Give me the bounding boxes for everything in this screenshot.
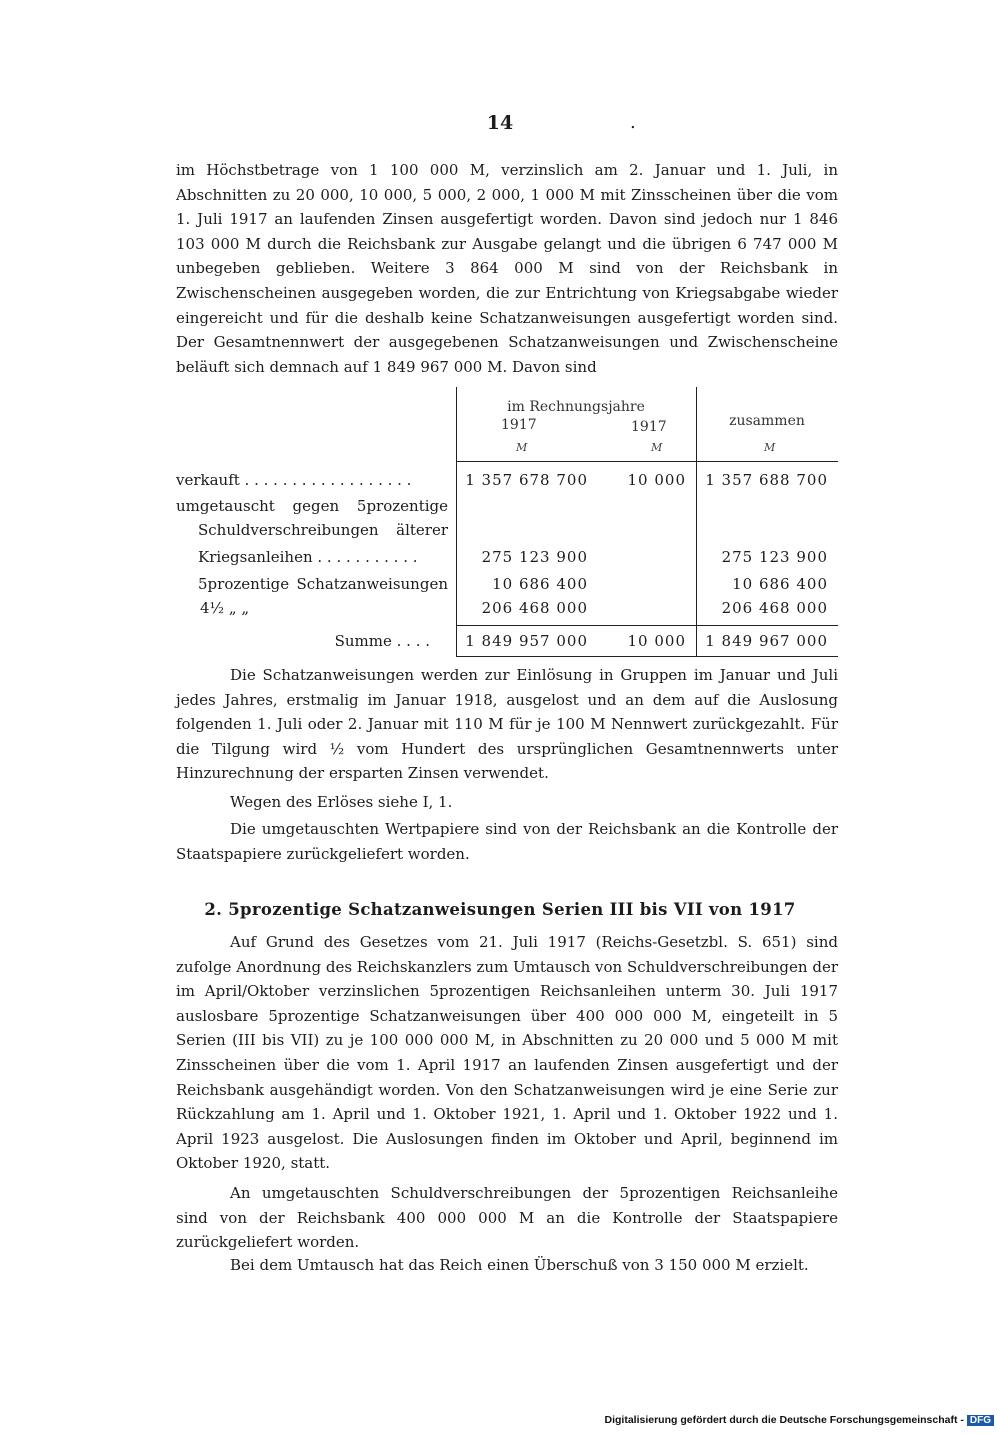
paragraph-intro: im Höchstbetrage von 1 100 000 M, verzinslich am 2. Januar und 1. Juli, in Abschnitten zu 20 000, 10 000, 5 000, 2 000, 1 000 M mit Zinsscheinen über die vom 1. Juli 1917 an laufenden Zinsen ausgefertigt worden. Davon sind jedoch nur 1 846 103 000 M durch die Reichsbank zur Ausgabe gelangt und die übrigen 6 747 000 M unbegeben geblieben. Weitere 3 864 000 M sind von der Reichsbank in Zwischenscheinen ausgegeben worden, die zur Entrichtung von Kriegsabgabe wieder eingereicht und für die deshalb keine Schatzanweisungen ausgefertigt worden sind. Der Gesamtnennwert der ausgegebenen Schatzanweisungen und Zwischenscheine beläuft sich demnach auf 1 849 967 000 M. Davon sind: [176, 161, 838, 376]
row-label-vierhalb: 4½ „ „: [200, 599, 250, 617]
cell-kriegsanleihen-total: 275 123 900: [721, 548, 828, 566]
cell-summe-1917b: 10 000: [627, 632, 686, 650]
table-rule: [456, 461, 838, 462]
credit-text: Digitalisierung gefördert durch die Deutsche Forschungsgemeinschaft -: [604, 1414, 964, 1426]
page-number: 14: [486, 112, 514, 134]
table-divider: [456, 387, 457, 657]
unit-col1: M: [516, 441, 528, 454]
cell-verkauft-total: 1 357 688 700: [705, 471, 828, 489]
header-group-label: im Rechnungsjahre: [507, 399, 645, 415]
unit-col2: M: [651, 441, 663, 454]
section-heading: 2. 5prozentige Schatzanweisungen Serien III bis VII von 1917: [204, 900, 796, 919]
digitization-credit: [605, 1414, 995, 1426]
page-mark: .: [630, 112, 636, 133]
row-label-umgetauscht-1: umgetauscht gegen 5prozentige: [176, 497, 448, 515]
dfg-logo: DFG: [967, 1415, 994, 1426]
cell-fuenf-1917a: 10 686 400: [492, 575, 588, 593]
cell-fuenf-total: 10 686 400: [732, 575, 828, 593]
paragraph-law: Auf Grund des Gesetzes vom 21. Juli 1917 (Reichs-Gesetzbl. S. 651) sind zufolge Anordnung des Reichskanzlers zum Umtausch von Schuldverschreibungen der im April/Oktober verzinslichen 5prozentigen Reichsanleihen unterm 30. Juli 1917 auslosbare 5prozentige Schatzanweisungen über 400 000 000 M, eingeteilt in 5 Serien (III bis VII) zu je 100 000 000 M, in Abschnitten zu 20 000 und 5 000 M mit Zinsscheinen über die vom 1. April 1917 an laufenden Zinsen ausgefertigt und der Reichsbank ausgehändigt worden. Von den Schatzanweisungen wird je eine Serie zur Rückzahlung am 1. April und 1. Oktober 1921, 1. April und 1. Oktober 1922 und 1. April 1923 ausgelost. Die Auslosungen finden im Oktober und April, beginnend im Oktober 1920, statt.: [176, 933, 838, 1173]
row-label-verkauft: verkauft . . . . . . . . . . . . . . . . . .: [176, 471, 412, 489]
row-label-summe: Summe . . . .: [334, 632, 430, 650]
cell-verkauft-1917b: 10 000: [627, 471, 686, 489]
unit-col3: M: [764, 441, 776, 454]
header-year-2: 1917: [631, 419, 667, 435]
row-label-kriegsanleihen: Kriegsanleihen . . . . . . . . . . .: [198, 548, 418, 566]
table-rule: [456, 656, 838, 657]
cell-vier-total: 206 468 000: [721, 599, 828, 617]
header-total: zusammen: [729, 413, 805, 429]
cell-verkauft-1917a: 1 357 678 700: [465, 471, 588, 489]
paragraph-exchanged: An umgetauschten Schuldverschreibungen der 5prozentigen Reichsanleihe sind von der Reichsbank 400 000 000 M an die Kontrolle der Staatspapiere zurückgeliefert worden.: [176, 1184, 838, 1252]
cell-kriegsanleihen-1917a: 275 123 900: [481, 548, 588, 566]
row-label-fuenfprozentige: 5prozentige Schatzanweisungen: [198, 575, 448, 593]
issuance-table: [176, 387, 838, 657]
cell-vier-1917a: 206 468 000: [481, 599, 588, 617]
cell-summe-total: 1 849 967 000: [705, 632, 828, 650]
header-year-1: 1917: [501, 417, 537, 433]
row-label-umgetauscht-2: Schuldverschreibungen älterer: [198, 521, 448, 539]
paragraph-redemption: Die Schatzanweisungen werden zur Einlösung in Gruppen im Januar und Juli jedes Jahres, erstmalig im Januar 1918, ausgelost und an dem auf die Auslosung folgenden 1. Juli oder 2. Januar mit 110 M für je 100 M Nennwert zurückgezahlt. Für die Tilgung wird ½ vom Hundert des ursprünglichen Gesamtnennwerts unter Hinzurechnung der ersparten Zinsen verwendet.: [176, 666, 838, 783]
paragraph-returned: Die umgetauschten Wertpapiere sind von der Reichsbank an die Kontrolle der Staatspapiere zurückgeliefert worden.: [176, 820, 838, 863]
table-rule: [456, 625, 838, 626]
paragraph-surplus: Bei dem Umtausch hat das Reich einen Überschuß von 3 150 000 M erzielt.: [230, 1256, 809, 1274]
paragraph-proceeds: Wegen des Erlöses siehe I, 1.: [230, 793, 453, 811]
cell-summe-1917a: 1 849 957 000: [465, 632, 588, 650]
